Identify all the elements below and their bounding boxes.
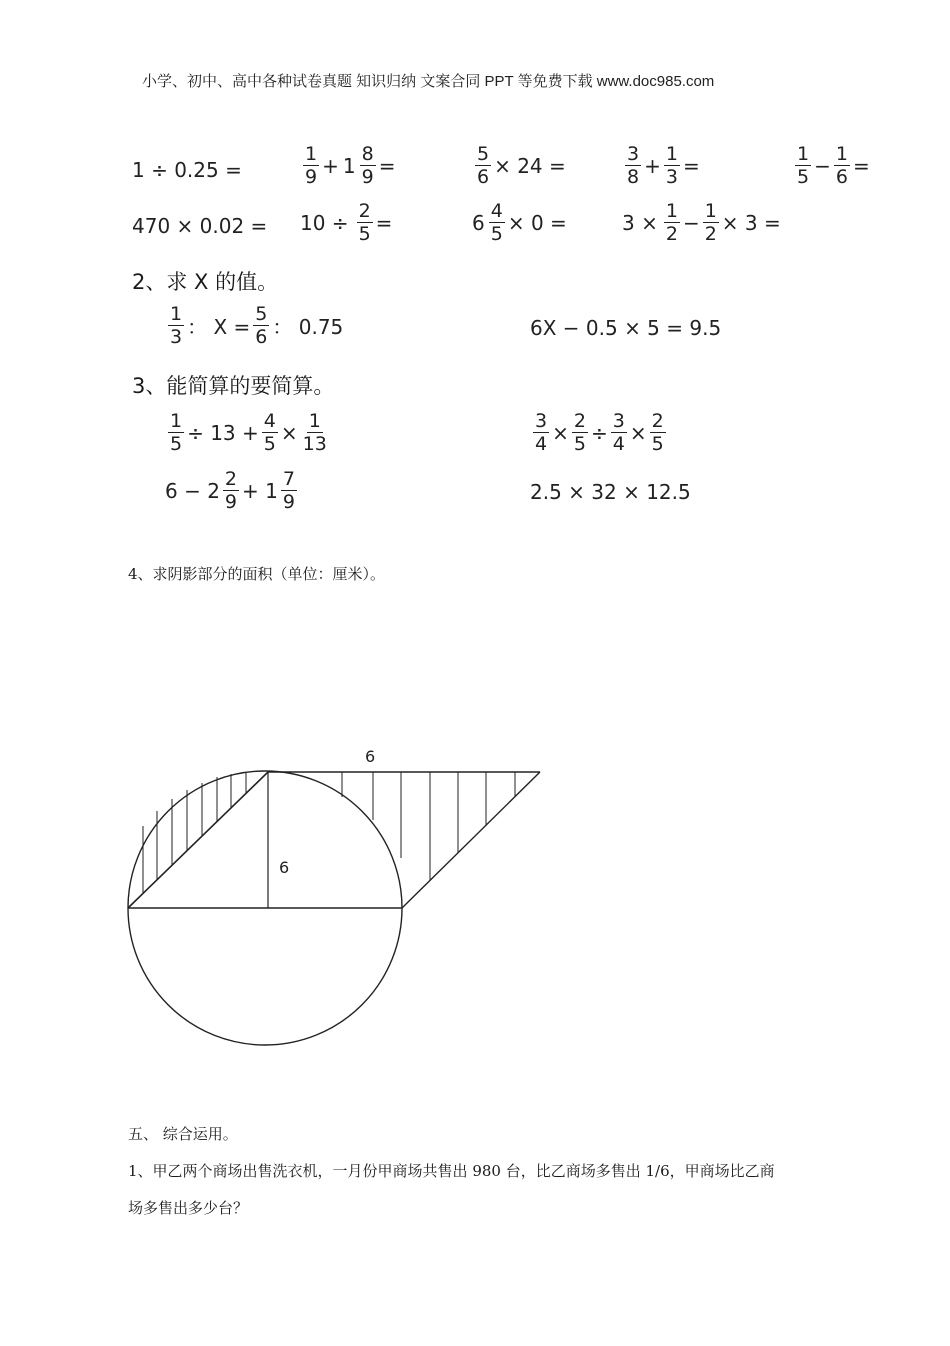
section-2-title: 2、求 X 的值。: [132, 270, 279, 294]
fraction: $\frac{3}{8}$: [627, 143, 640, 188]
operator: −: [814, 153, 831, 178]
fraction: $\frac{1}{2}$: [665, 200, 678, 245]
equals: =: [375, 210, 393, 235]
fraction: $\frac{5}{6}$: [477, 143, 490, 188]
operator: + 1: [242, 478, 278, 503]
fraction: $\frac{3}{4}$: [612, 410, 625, 455]
fraction: $\frac{2}{5}$: [573, 410, 586, 455]
fraction: $\frac{4}{5}$: [490, 200, 503, 245]
fraction: $\frac{3}{4}$: [535, 410, 548, 455]
left-slant-line: [128, 772, 268, 908]
right-slant-line: [402, 772, 540, 908]
expr-middle: ： X =: [187, 315, 251, 339]
operator: +: [322, 153, 339, 178]
expr-rest: × 3 =: [721, 210, 781, 235]
whole-number: 1: [342, 153, 356, 178]
fraction: $\frac{2}{5}$: [651, 410, 664, 455]
fraction: $\frac{1}{3}$: [170, 303, 183, 348]
label-height: 6: [279, 858, 290, 877]
fraction: $\frac{5}{6}$: [255, 303, 268, 348]
fraction: $\frac{1}{3}$: [665, 143, 678, 188]
operator: +: [644, 153, 661, 178]
equals: =: [682, 153, 700, 178]
expr-text: 6X − 0.5 × 5 = 9.5: [530, 316, 722, 340]
operator: ×: [280, 420, 298, 445]
equals: =: [852, 153, 870, 178]
page-header: 小学、初中、高中各种试卷真题 知识归纳 文案合同 PPT 等免费下载 www.doc985.com: [142, 73, 715, 90]
fraction: $\frac{1}{5}$: [170, 410, 183, 455]
question-1-line-2: 场多售出多少台？: [128, 1199, 249, 1217]
section-4-title: 4、求阴影部分的面积（单位：厘米）。: [128, 565, 386, 583]
section-5-title: 五、 综合运用。: [128, 1125, 238, 1143]
fraction: $\frac{1}{9}$: [305, 143, 318, 188]
operator: ×: [552, 420, 569, 445]
fraction: $\frac{1}{2}$: [704, 200, 717, 245]
fraction: $\frac{1}{5}$: [797, 143, 810, 188]
operator: −: [682, 210, 700, 235]
expr-prefix: 6 − 2: [165, 478, 220, 503]
fraction: $\frac{2}{5}$: [358, 200, 371, 245]
expr-text: 1 ÷ 0.25 =: [132, 158, 242, 182]
expr-rest: ： 0.75: [272, 315, 344, 339]
fraction: $\frac{2}{9}$: [224, 468, 238, 513]
question-1-line-1: 1、甲乙两个商场出售洗衣机，一月份甲商场共售出 980 台，比乙商场多售出 1/6，甲商场比乙商: [128, 1162, 775, 1180]
equals: =: [378, 153, 396, 178]
fraction: $\frac{1}{13}$: [302, 410, 327, 455]
operator: ÷: [590, 420, 608, 445]
expr-text: 2.5 × 32 × 12.5: [530, 480, 691, 504]
section-3-title: 3、能简算的要简算。: [132, 374, 335, 398]
fraction: $\frac{8}{9}$: [361, 143, 374, 188]
fraction: $\frac{1}{6}$: [835, 143, 848, 188]
whole-number: 6: [472, 210, 485, 235]
label-top-length: 6: [365, 747, 376, 766]
fraction: $\frac{4}{5}$: [263, 410, 276, 455]
right-hatch-lines: [342, 772, 515, 880]
expr-text: 470 × 0.02 =: [132, 214, 268, 238]
expr-prefix: 3 ×: [622, 210, 658, 235]
expr-rest: × 0 =: [507, 210, 567, 235]
fraction: $\frac{7}{9}$: [282, 468, 295, 513]
expr-prefix: 10 ÷: [300, 210, 349, 235]
expr-middle: ÷ 13 +: [187, 420, 259, 445]
expr-rest: × 24 =: [494, 153, 566, 178]
operator: ×: [629, 420, 647, 445]
